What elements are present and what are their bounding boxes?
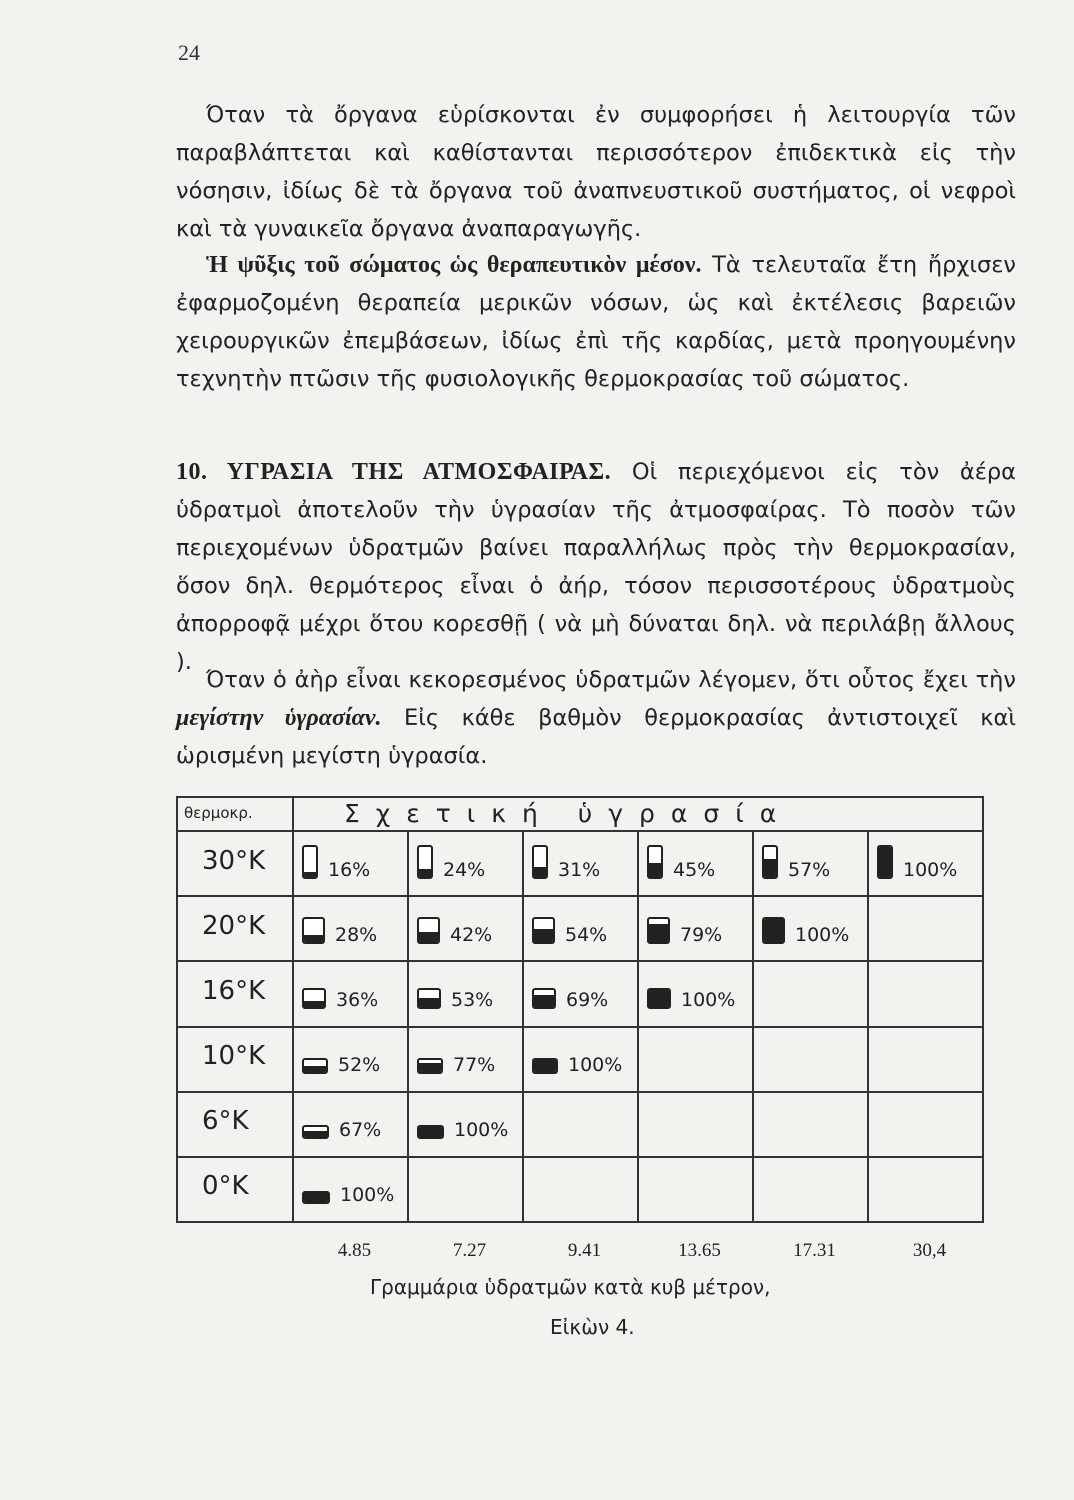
water-jar-icon xyxy=(762,917,785,944)
water-jar-icon xyxy=(302,1058,328,1074)
temperature-label: 10°K xyxy=(202,1041,266,1072)
humidity-percent: 100% xyxy=(340,1184,395,1207)
jar-fill xyxy=(419,869,431,876)
jar-fill xyxy=(304,1066,326,1072)
humidity-percent: 57% xyxy=(788,858,831,881)
paragraph-body: Τὰ τελευταῖα ἔτη ἤρχισεν ἐφαρμοζομένη θεραπεία μερικῶν νόσων, ὡς καὶ ἐκτέλεσις βαρειῶν χειρουργικῶν ἐπεμβάσεων, ἰδίως ἐπὶ τῆς καρδίας, μετὰ προηγουμένην τεχνητὴν πτῶσιν τῆς φυσιολογικῆς θερμοκρασίας τοῦ σώματος. xyxy=(176,252,1016,392)
paragraph-body-b: Εἰς κάθε βαθμὸν θερμοκρασίας ἀντιστοιχεῖ καὶ ὡρισμένη μεγίστη ὑγρασία. xyxy=(176,705,1017,769)
humidity-percent: 100% xyxy=(903,858,958,881)
humidity-percent: 28% xyxy=(335,923,378,946)
humidity-cell xyxy=(762,841,830,881)
humidity-percent: 16% xyxy=(328,858,371,881)
humidity-cell xyxy=(302,1036,380,1076)
x-axis-tick: 4.85 xyxy=(337,1240,372,1261)
water-jar-icon xyxy=(417,845,433,879)
water-jar-icon xyxy=(302,1125,329,1139)
humidity-cell xyxy=(302,841,370,881)
temperature-label: 30°K xyxy=(202,845,266,876)
humidity-cell xyxy=(647,841,715,881)
row-divider xyxy=(178,895,982,897)
temperature-label: 6°K xyxy=(202,1106,249,1137)
water-jar-icon xyxy=(302,845,318,879)
water-jar-icon xyxy=(417,917,440,944)
humidity-percent: 100% xyxy=(795,923,850,946)
temperature-label: 20°K xyxy=(202,910,266,941)
label-column-divider xyxy=(292,798,294,1221)
humidity-cell xyxy=(417,841,485,881)
water-jar-icon xyxy=(417,1058,443,1074)
header-temperature-label: θερμοκρ. xyxy=(184,804,253,822)
water-jar-icon xyxy=(302,1191,330,1204)
paragraph-body: Οἱ περιεχόμενοι εἰς τὸν ἀέρα ὑδρατμοὶ ἀποτελοῦν τὴν ὑγρασίαν τῆς ἀτμοσφαίρας. Τὸ ποσὸν τῶν περιεχομένων ὑδρατμῶν βαίνει παραλλήλως πρὸς τὴν θερμοκρασίαν, ὅσον δηλ. θερμότερος εἶναι ὁ ἀήρ, τόσον περισσοτέρους ὑδρατμοὺς ἀπορροφᾷ μέχρι ὅτου κορεσθῇ ( νὰ μὴ δύναται δηλ. νὰ περιλάβῃ ἄλλους ). xyxy=(176,459,1016,675)
column-divider xyxy=(522,830,524,1221)
humidity-percent: 53% xyxy=(451,988,494,1011)
paragraph-humidity xyxy=(176,453,1016,681)
humidity-cell xyxy=(417,971,493,1011)
humidity-percent: 77% xyxy=(453,1054,496,1077)
humidity-cell xyxy=(532,906,607,946)
humidity-figure xyxy=(176,796,984,1223)
humidity-cell xyxy=(302,971,378,1011)
jar-fill xyxy=(304,1193,328,1202)
humidity-percent: 100% xyxy=(681,988,736,1011)
water-jar-icon xyxy=(532,845,548,879)
jar-fill xyxy=(419,932,438,942)
humidity-cell xyxy=(647,906,722,946)
humidity-percent: 100% xyxy=(454,1119,509,1142)
paragraph-body-a: Όταν ὁ ἀὴρ εἶναι κεκορεσμένος ὑδρατμῶν λέγομεν, ὅτι οὗτος ἔχει τὴν xyxy=(206,667,1016,693)
jar-fill xyxy=(419,998,439,1007)
figure-caption: Εἰκὼν 4. xyxy=(550,1315,635,1339)
humidity-percent: 100% xyxy=(568,1054,623,1077)
jar-fill xyxy=(419,1127,442,1137)
water-jar-icon xyxy=(417,1125,444,1139)
jar-fill xyxy=(649,924,668,942)
paragraph-text xyxy=(176,246,1016,398)
jar-fill xyxy=(534,929,553,941)
jar-fill xyxy=(304,1131,327,1138)
humidity-percent: 67% xyxy=(339,1119,382,1142)
row-divider xyxy=(178,1156,982,1158)
humidity-cell xyxy=(532,1036,622,1076)
water-jar-icon xyxy=(302,988,326,1009)
emphasis-max-humidity: μεγίστην ὑγρασίαν. xyxy=(176,705,382,731)
water-jar-icon xyxy=(532,1058,558,1074)
humidity-cell xyxy=(302,906,377,946)
water-jar-icon xyxy=(302,917,325,944)
jar-fill xyxy=(534,867,546,876)
section-heading-humidity: 10. ΥΓΡΑΣΙΑ ΤΗΣ ΑΤΜΟΣΦΑΙΡΑΣ. xyxy=(176,459,612,485)
water-jar-icon xyxy=(417,988,441,1009)
humidity-percent: 69% xyxy=(566,988,609,1011)
jar-fill xyxy=(764,919,783,942)
humidity-percent: 52% xyxy=(338,1054,381,1077)
jar-fill xyxy=(649,863,661,877)
temperature-label: 16°K xyxy=(202,975,266,1006)
jar-fill xyxy=(304,1001,324,1007)
humidity-cell xyxy=(417,1101,508,1141)
paragraph-max-humidity xyxy=(176,661,1016,775)
humidity-percent: 24% xyxy=(443,858,486,881)
row-divider xyxy=(178,1091,982,1093)
paragraph-cooling xyxy=(176,246,1016,398)
water-jar-icon xyxy=(532,988,556,1009)
row-divider xyxy=(178,960,982,962)
humidity-percent: 31% xyxy=(558,858,601,881)
page-number: 24 xyxy=(178,40,200,65)
humidity-cell xyxy=(417,906,492,946)
temperature-label: 0°K xyxy=(202,1171,249,1202)
jar-fill xyxy=(534,995,554,1007)
jar-fill xyxy=(764,859,776,876)
jar-fill xyxy=(419,1063,441,1072)
humidity-table-grid xyxy=(178,798,982,1221)
jar-fill xyxy=(304,872,316,877)
paragraph-text xyxy=(176,453,1016,681)
water-jar-icon xyxy=(762,845,778,879)
humidity-percent: 36% xyxy=(336,988,379,1011)
jar-fill xyxy=(534,1060,556,1072)
humidity-cell xyxy=(532,971,608,1011)
humidity-cell xyxy=(302,1166,394,1206)
x-axis-label: Γραμμάρια ὑδρατμῶν κατὰ κυβ μέτρον, xyxy=(370,1275,771,1299)
water-jar-icon xyxy=(647,988,671,1009)
row-divider xyxy=(178,1026,982,1028)
humidity-percent: 79% xyxy=(680,923,723,946)
jar-fill xyxy=(649,990,669,1007)
water-jar-icon xyxy=(532,917,555,944)
x-axis-tick: 13.65 xyxy=(678,1240,721,1261)
x-axis-tick: 17.31 xyxy=(793,1240,836,1261)
humidity-cell xyxy=(532,841,600,881)
paragraph-text xyxy=(176,661,1016,775)
column-divider xyxy=(637,830,639,1221)
column-divider xyxy=(867,830,869,1221)
header-relative-humidity-label: Σχετική ὑγρασία xyxy=(344,799,793,828)
water-jar-icon xyxy=(877,845,893,879)
humidity-cell xyxy=(647,971,735,1011)
column-divider xyxy=(407,830,409,1221)
humidity-percent: 42% xyxy=(450,923,493,946)
paragraph-text: Όταν τὰ ὄργανα εὑρίσκονται ἐν συμφορήσει ἡ λειτουργία τῶν παραβλάπτεται καὶ καθίστανται περισσότερον ἐπιδεκτικὰ εἰς τὴν νόσησιν, ἰδίως δὲ τὰ ὄργανα τοῦ ἀναπνευστικοῦ συστήματος, οἱ νεφροὶ καὶ τὰ γυναικεῖα ὄργανα ἀναπαραγωγῆς. xyxy=(176,102,1016,242)
water-jar-icon xyxy=(647,917,670,944)
humidity-percent: 45% xyxy=(673,858,716,881)
section-heading-cooling: Ἡ ψῦξις τοῦ σώματος ὡς θεραπευτικὸν μέσον. xyxy=(206,252,702,278)
column-divider xyxy=(752,830,754,1221)
jar-fill xyxy=(304,935,323,941)
humidity-cell xyxy=(417,1036,495,1076)
x-axis-tick: 9.41 xyxy=(567,1240,602,1261)
humidity-cell xyxy=(762,906,849,946)
paragraph-organs xyxy=(176,96,1016,248)
water-jar-icon xyxy=(647,845,663,879)
humidity-percent: 54% xyxy=(565,923,608,946)
jar-fill xyxy=(879,847,891,877)
humidity-cell xyxy=(877,841,957,881)
humidity-cell xyxy=(302,1101,381,1141)
x-axis-tick: 30,4 xyxy=(912,1240,947,1261)
header-divider xyxy=(178,830,982,832)
x-axis-tick: 7.27 xyxy=(452,1240,487,1261)
